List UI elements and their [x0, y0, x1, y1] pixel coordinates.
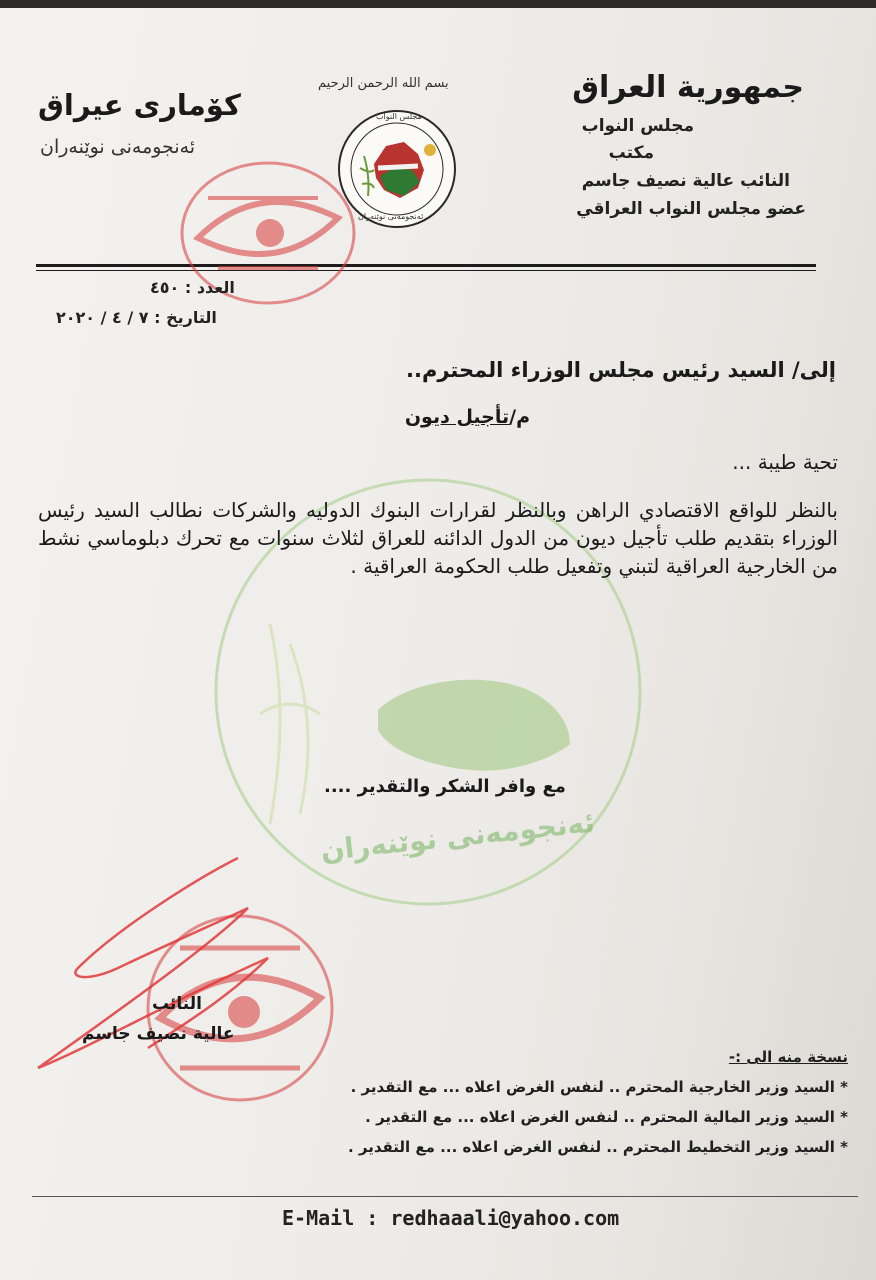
watermark-text: ئەنجومەنى نوێنەران — [319, 805, 597, 868]
copy-item-1: * السيد وزير الخارجية المحترم .. لنفس الغرض اعلاه ... مع التقدير . — [350, 1078, 848, 1096]
subject: تأجيل ديون — [404, 406, 510, 428]
header-rule-thin — [36, 270, 816, 271]
copies-heading: نسخة منه الى :- — [728, 1048, 848, 1066]
reference-number: العدد : ٤٥٠ — [150, 278, 235, 297]
letter-page — [0, 8, 876, 1280]
recipient: إلى/ السيد رئيس مجلس الوزراء المحترم.. — [406, 358, 836, 382]
copy-item-2: * السيد وزير المالية المحترم .. لنفس الغرض اعلاه ... مع التقدير . — [365, 1108, 848, 1126]
emblem-top-text: مجلس النواب — [376, 112, 422, 121]
basmala: بسم الله الرحمن الرحيم — [318, 76, 449, 91]
emblem-bottom-text: ئەنجومەنى نوێنەران — [358, 212, 424, 221]
footer-email: E-Mail : redhaaali@yahoo.com — [282, 1206, 620, 1230]
arabic-line-2: مكتب — [608, 143, 654, 163]
header-rule — [36, 264, 816, 267]
arabic-line-1: مجلس النواب — [581, 116, 694, 136]
reference-date: التاريخ : ٧ / ٤ / ٢٠٢٠ — [56, 308, 217, 327]
signature-title: النائب — [152, 994, 202, 1014]
footer-rule — [32, 1196, 858, 1197]
closing: مع وافر الشكر والتقدير .... — [324, 776, 566, 797]
arabic-line-4: عضو مجلس النواب العراقي — [576, 199, 806, 219]
greeting: تحية طيبة ... — [732, 450, 838, 474]
arabic-title: جمهورية العراق — [572, 70, 804, 105]
signature-name: عالية نصيف جاسم — [82, 1024, 235, 1044]
kurdish-subtitle: ئەنجومەنى نوێنەران — [40, 136, 196, 158]
subject-prefix: م/ — [509, 406, 530, 428]
copy-item-3: * السيد وزير التخطيط المحترم .. لنفس الغرض اعلاه ... مع التقدير . — [347, 1138, 848, 1156]
letter-body: بالنظر للواقع الاقتصادي الراهن وبالنظر لقرارات البنوك الدوليه والشركات نطالب السيد رئيس الوزراء بتقديم طلب تأجيل ديون من الدول الدائنه للعراق لثلاث سنوات مع تحرك دبلوماسي نشط من الخارجية العراقية لتبني وتفعيل طلب الحكومة العراقية . — [38, 498, 838, 578]
subject-line — [405, 406, 530, 428]
kurdish-title: كۆمارى عيراق — [38, 88, 241, 122]
arabic-line-3: النائب عالية نصيف جاسم — [581, 171, 790, 191]
handwritten-signature-icon — [28, 848, 308, 1088]
